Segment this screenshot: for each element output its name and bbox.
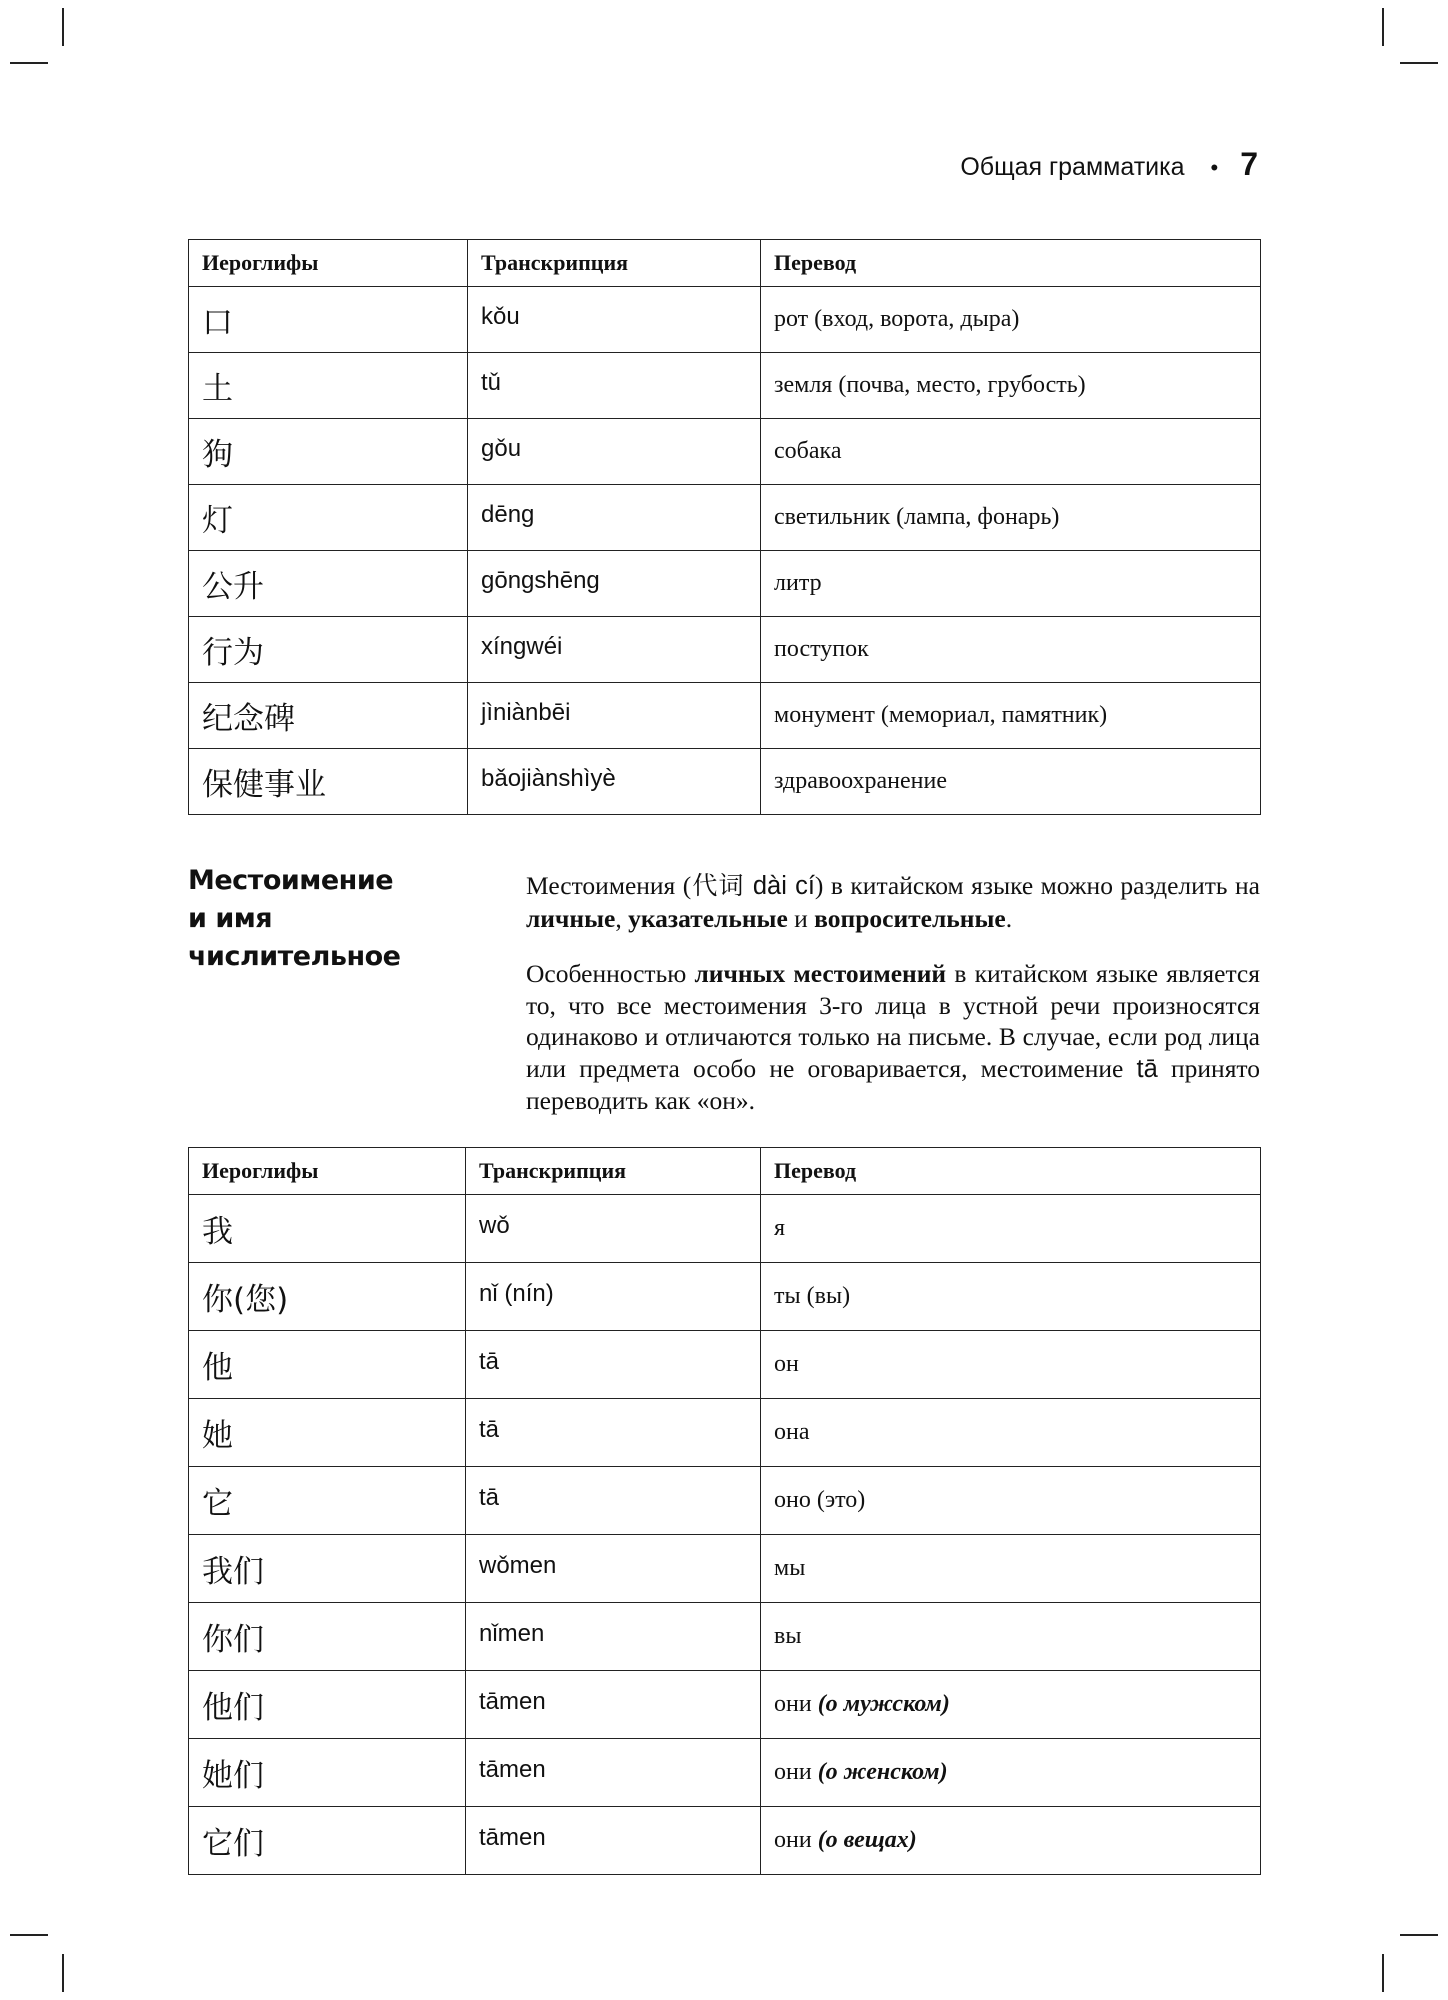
translation-text: он xyxy=(774,1351,799,1377)
table-row xyxy=(189,1739,1261,1807)
table-row xyxy=(189,1399,1261,1467)
hanzi-cell: 她们 xyxy=(189,1739,466,1807)
table-row xyxy=(189,1671,1261,1739)
translation-text: вы xyxy=(774,1623,802,1649)
hanzi-cell: 你们 xyxy=(189,1603,466,1671)
crop-mark xyxy=(62,1954,64,1992)
translation-cell xyxy=(761,1535,1261,1603)
text-run: принято переводить как «он». xyxy=(526,1053,1260,1115)
crop-mark xyxy=(1382,1954,1384,1992)
hanzi-cell: 它们 xyxy=(189,1807,466,1875)
hanzi-cell: 他们 xyxy=(189,1671,466,1739)
translation-cell xyxy=(761,1807,1261,1875)
translation-cell xyxy=(761,1263,1261,1331)
translation-cell xyxy=(761,1603,1261,1671)
text-run: . xyxy=(1005,903,1013,933)
translation-cell: здравоохранение xyxy=(761,749,1261,815)
hanzi-term: 代词 xyxy=(691,871,745,900)
pinyin-term: dài cí xyxy=(744,872,815,900)
crop-mark xyxy=(1400,1934,1438,1936)
pinyin-cell: dēng xyxy=(468,485,761,551)
pinyin-cell: wǒmen xyxy=(466,1535,761,1603)
section-body xyxy=(526,870,1260,1141)
text-run: ) в китайском языке можно разделить на xyxy=(814,871,1260,900)
column-header-pinyin: Транскрипция xyxy=(468,240,761,287)
paragraph xyxy=(526,958,1260,1117)
table-row xyxy=(189,1467,1261,1535)
translation-cell: монумент (мемориал, памятник) xyxy=(761,683,1261,749)
pinyin-cell: tāmen xyxy=(466,1671,761,1739)
pinyin-cell: nǐ (nín) xyxy=(466,1263,761,1331)
text-run: Местоимения ( xyxy=(526,871,692,900)
crop-mark xyxy=(10,62,48,64)
chapter-title: Общая грамматика xyxy=(960,153,1185,181)
translation-note: (о женском) xyxy=(817,1759,948,1785)
hanzi-cell: 它 xyxy=(189,1467,466,1535)
hanzi-cell: 土 xyxy=(189,353,468,419)
table-row xyxy=(189,1535,1261,1603)
crop-mark xyxy=(10,1934,48,1936)
pronoun-table xyxy=(188,1147,1261,1875)
table-row xyxy=(189,1331,1261,1399)
table-row xyxy=(189,1603,1261,1671)
translation-cell: собака xyxy=(761,419,1261,485)
pinyin-cell: xíngwéi xyxy=(468,617,761,683)
bold-term: личные xyxy=(526,903,616,933)
pinyin-cell: gōngshēng xyxy=(468,551,761,617)
pinyin-cell: nǐmen xyxy=(466,1603,761,1671)
vocabulary-table-1 xyxy=(188,239,1261,815)
crop-mark xyxy=(62,8,64,46)
text-run: в китайском языке является то, что все местоимения 3-го лица в устной речи произносятся одинаково и отличаются только на письме. В случае, если род лица или предмета особо не оговаривается, местоимение xyxy=(526,959,1260,1083)
pinyin-cell: tā xyxy=(466,1331,761,1399)
table-row xyxy=(189,287,1261,353)
translation-cell xyxy=(761,1739,1261,1807)
column-header-pinyin: Транскрипция xyxy=(466,1148,761,1195)
translation-text: они xyxy=(774,1827,818,1853)
translation-text: ты (вы) xyxy=(774,1283,851,1309)
text-run: Особенностью xyxy=(526,959,695,988)
translation-cell: литр xyxy=(761,551,1261,617)
hanzi-cell: 行为 xyxy=(189,617,468,683)
section-heading-line-1: Местоимение xyxy=(188,865,394,896)
translation-text: оно (это) xyxy=(774,1487,866,1513)
translation-cell xyxy=(761,1399,1261,1467)
hanzi-cell: 口 xyxy=(189,287,468,353)
translation-cell: земля (почва, место, грубость) xyxy=(761,353,1261,419)
translation-cell xyxy=(761,1671,1261,1739)
column-header-hanzi: Иероглифы xyxy=(189,1148,466,1195)
section-heading xyxy=(188,862,488,976)
translation-text: они xyxy=(774,1691,818,1717)
hanzi-cell: 她 xyxy=(189,1399,466,1467)
running-header xyxy=(960,146,1258,183)
pinyin-term: tā xyxy=(1136,1054,1158,1083)
section-heading-line-2: и имя числительное xyxy=(188,903,401,972)
translation-note: (о мужском) xyxy=(817,1691,950,1717)
crop-mark xyxy=(1400,62,1438,64)
crop-mark xyxy=(1382,8,1384,46)
column-header-hanzi: Иероглифы xyxy=(189,240,468,287)
text-run: , xyxy=(615,903,629,933)
table-row xyxy=(189,485,1261,551)
page-number: 7 xyxy=(1240,146,1258,182)
translation-text: мы xyxy=(774,1555,806,1581)
bold-term: указательные xyxy=(628,903,788,933)
hanzi-cell: 纪念碑 xyxy=(189,683,468,749)
pinyin-cell: tǔ xyxy=(468,353,761,419)
table-row xyxy=(189,617,1261,683)
pinyin-cell: jìniànbēi xyxy=(468,683,761,749)
hanzi-cell: 公升 xyxy=(189,551,468,617)
translation-cell xyxy=(761,1195,1261,1263)
column-header-translation: Перевод xyxy=(761,1148,1261,1195)
table-header-row xyxy=(189,240,1261,287)
translation-cell: светильник (лампа, фонарь) xyxy=(761,485,1261,551)
table-row xyxy=(189,1263,1261,1331)
pinyin-cell: bǎojiànshìyè xyxy=(468,749,761,815)
hanzi-cell: 保健事业 xyxy=(189,749,468,815)
pinyin-cell: tāmen xyxy=(466,1739,761,1807)
translation-cell: поступок xyxy=(761,617,1261,683)
translation-cell xyxy=(761,1467,1261,1535)
translation-cell xyxy=(761,1331,1261,1399)
hanzi-cell: 你(您) xyxy=(189,1263,466,1331)
translation-text: она xyxy=(774,1419,810,1445)
pinyin-cell: tā xyxy=(466,1399,761,1467)
translation-text: они xyxy=(774,1759,818,1785)
table-header-row xyxy=(189,1148,1261,1195)
pinyin-cell: wǒ xyxy=(466,1195,761,1263)
translation-cell: рот (вход, ворота, дыра) xyxy=(761,287,1261,353)
pinyin-cell: kǒu xyxy=(468,287,761,353)
hanzi-cell: 他 xyxy=(189,1331,466,1399)
hanzi-cell: 灯 xyxy=(189,485,468,551)
bold-term: вопросительные xyxy=(814,903,1006,933)
table-row xyxy=(189,419,1261,485)
table-row xyxy=(189,749,1261,815)
bold-term: личных местоимений xyxy=(694,959,947,988)
header-bullet: • xyxy=(1210,155,1219,180)
hanzi-cell: 我们 xyxy=(189,1535,466,1603)
text-run: и xyxy=(787,903,815,933)
pinyin-cell: tāmen xyxy=(466,1807,761,1875)
table-row xyxy=(189,683,1261,749)
table-row xyxy=(189,1807,1261,1875)
hanzi-cell: 狗 xyxy=(189,419,468,485)
table-row xyxy=(189,353,1261,419)
translation-text: я xyxy=(774,1215,786,1241)
pinyin-cell: gǒu xyxy=(468,419,761,485)
column-header-translation: Перевод xyxy=(761,240,1261,287)
pinyin-cell: tā xyxy=(466,1467,761,1535)
paragraph xyxy=(526,870,1260,934)
table-row xyxy=(189,551,1261,617)
translation-note: (о вещах) xyxy=(817,1827,917,1853)
table-row xyxy=(189,1195,1261,1263)
hanzi-cell: 我 xyxy=(189,1195,466,1263)
